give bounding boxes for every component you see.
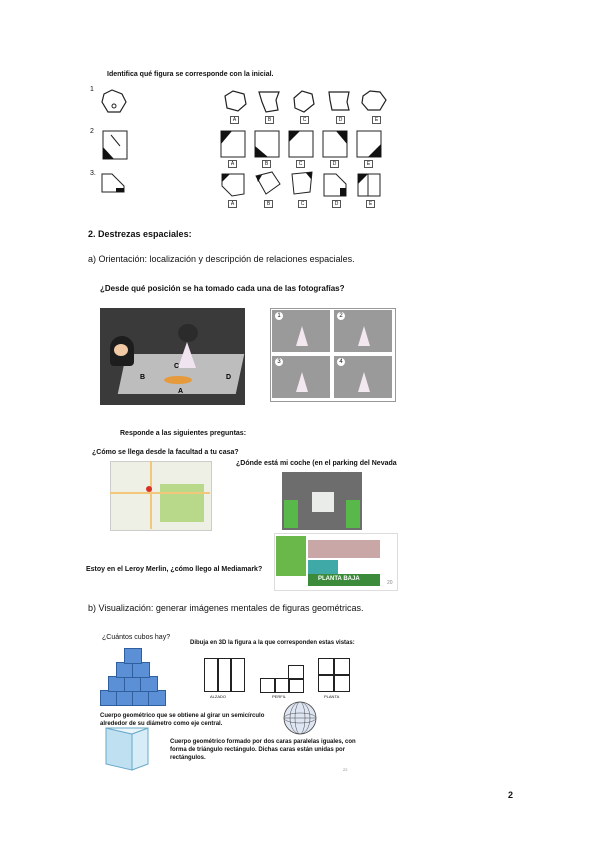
section-title: 2. Destrezas espaciales: (88, 229, 192, 239)
floor-plan-stores (308, 540, 380, 558)
option-label-2e: E (364, 160, 373, 168)
view-label-planta: PLANTA (324, 694, 340, 699)
option-label-2b: B (262, 160, 271, 168)
option-shape-2c[interactable] (288, 130, 314, 158)
cubes-question: ¿Cuántos cubos hay? (102, 634, 171, 641)
row-number-1: 1 (90, 86, 94, 93)
view-cell (230, 658, 245, 692)
solid-revolution-text: Cuerpo geométrico que se obtiene al girar un semicírculo alrededor de su diámetro como eje central. (100, 713, 265, 727)
photo-number-1: 1 (275, 312, 283, 320)
view-perfil (260, 664, 306, 692)
photo-number-3: 3 (275, 358, 283, 366)
map-road-1 (110, 492, 210, 494)
subsection-b-title: b) Visualización: generar imágenes mentales de figuras geométricas. (88, 603, 364, 613)
option-label-1c: C (300, 116, 309, 124)
option-label-1d: D (336, 116, 345, 124)
child-face (114, 344, 128, 356)
option-label-2a: A (228, 160, 237, 168)
option-label-3d: D (332, 200, 341, 208)
sphere-wireframe (282, 700, 318, 736)
option-shape-2e[interactable] (356, 130, 382, 158)
view-cell (333, 674, 350, 692)
row-number-2: 2 (90, 128, 94, 135)
photo-2-vase (358, 326, 370, 346)
option-shape-1c[interactable] (290, 88, 316, 114)
option-shape-1e[interactable] (360, 88, 388, 114)
scene-label-b: B (140, 374, 146, 381)
cube (124, 648, 142, 664)
option-shape-3a[interactable] (220, 172, 246, 198)
option-shape-3e[interactable] (356, 172, 382, 198)
option-label-1a: A (230, 116, 239, 124)
option-label-2c: C (296, 160, 305, 168)
option-shape-1d[interactable] (326, 88, 352, 114)
reference-shape-3 (100, 172, 126, 194)
row-number-3: 3. (90, 170, 96, 177)
parking-green-wall-left (284, 500, 298, 528)
option-shape-2a[interactable] (220, 130, 246, 158)
scene-label-c: C (174, 363, 180, 370)
map-park-area (160, 484, 204, 522)
scene-label-a: A (178, 388, 184, 395)
cube (132, 662, 150, 678)
option-shape-1a[interactable] (222, 88, 248, 114)
respond-heading: Responde a las siguientes preguntas: (120, 430, 247, 437)
slide-number-22: 22 (343, 767, 348, 772)
photo-1-vase (296, 326, 308, 346)
option-label-3a: A (228, 200, 237, 208)
slide-number-20: 20 (387, 580, 393, 586)
cube-stack (100, 646, 180, 706)
question-parking: ¿Dónde está mi coche (en el parking del Nevada (236, 460, 397, 467)
scene-illustration (100, 308, 245, 405)
option-label-1e: E (372, 116, 381, 124)
floor-label: PLANTA BAJA (318, 576, 360, 582)
map-road-2 (150, 461, 152, 529)
reference-shape-2 (102, 130, 128, 160)
view-label-alzado: ALZADO (210, 694, 227, 699)
photo-3-vase (296, 372, 308, 392)
exercise-instruction: Identifica qué figura se corresponde con la inicial. (107, 71, 274, 78)
option-shape-3d[interactable] (322, 172, 348, 198)
option-shape-2b[interactable] (254, 130, 280, 158)
option-shape-3b[interactable] (254, 170, 282, 196)
option-shape-3c[interactable] (288, 170, 316, 196)
scene-label-d: D (226, 374, 232, 381)
photo-4-vase (358, 372, 370, 392)
parking-green-wall-right (346, 500, 360, 528)
view-label-perfil: PERFIL (272, 694, 287, 699)
option-label-3e: E (366, 200, 375, 208)
view-cell (288, 665, 304, 680)
cube (140, 676, 158, 692)
photo-question: ¿Desde qué posición se ha tomado cada una de las fotografías? (100, 284, 345, 293)
view-cell (288, 678, 304, 693)
subsection-a-title: a) Orientación: localización y descripción de relaciones espaciales. (88, 254, 355, 264)
option-label-3b: B (264, 200, 273, 208)
question-route-home: ¿Cómo se llega desde la facultad a tu casa? (92, 449, 239, 456)
vase (178, 342, 196, 368)
plate (164, 376, 192, 384)
option-label-2d: D (330, 160, 339, 168)
cube (148, 690, 166, 706)
photo-number-2: 2 (337, 312, 345, 320)
option-shape-1b[interactable] (256, 88, 282, 114)
option-label-1b: B (265, 116, 274, 124)
reference-shape-1 (100, 88, 128, 114)
photo-number-4: 4 (337, 358, 345, 366)
prism-description: Cuerpo geométrico formado por dos caras paralelas iguales, con forma de triángulo rectángulo. Dichas caras están unidas por rectángulos. (170, 739, 356, 761)
triangular-prism (102, 724, 152, 774)
draw-3d-instruction: Dibuja en 3D la figura a la que corresponden estas vistas: (190, 640, 355, 646)
view-planta (318, 658, 350, 692)
question-store-route: Estoy en el Leroy Merlin, ¿cómo llego al Mediamark? (86, 566, 263, 573)
floor-plan-green (276, 536, 306, 576)
map-pin-icon (146, 486, 152, 492)
view-alzado (204, 658, 244, 692)
flowers (178, 324, 198, 342)
parking-light (312, 492, 334, 512)
option-shape-2d[interactable] (322, 130, 348, 158)
page-number: 2 (508, 790, 514, 800)
option-label-3c: C (298, 200, 307, 208)
